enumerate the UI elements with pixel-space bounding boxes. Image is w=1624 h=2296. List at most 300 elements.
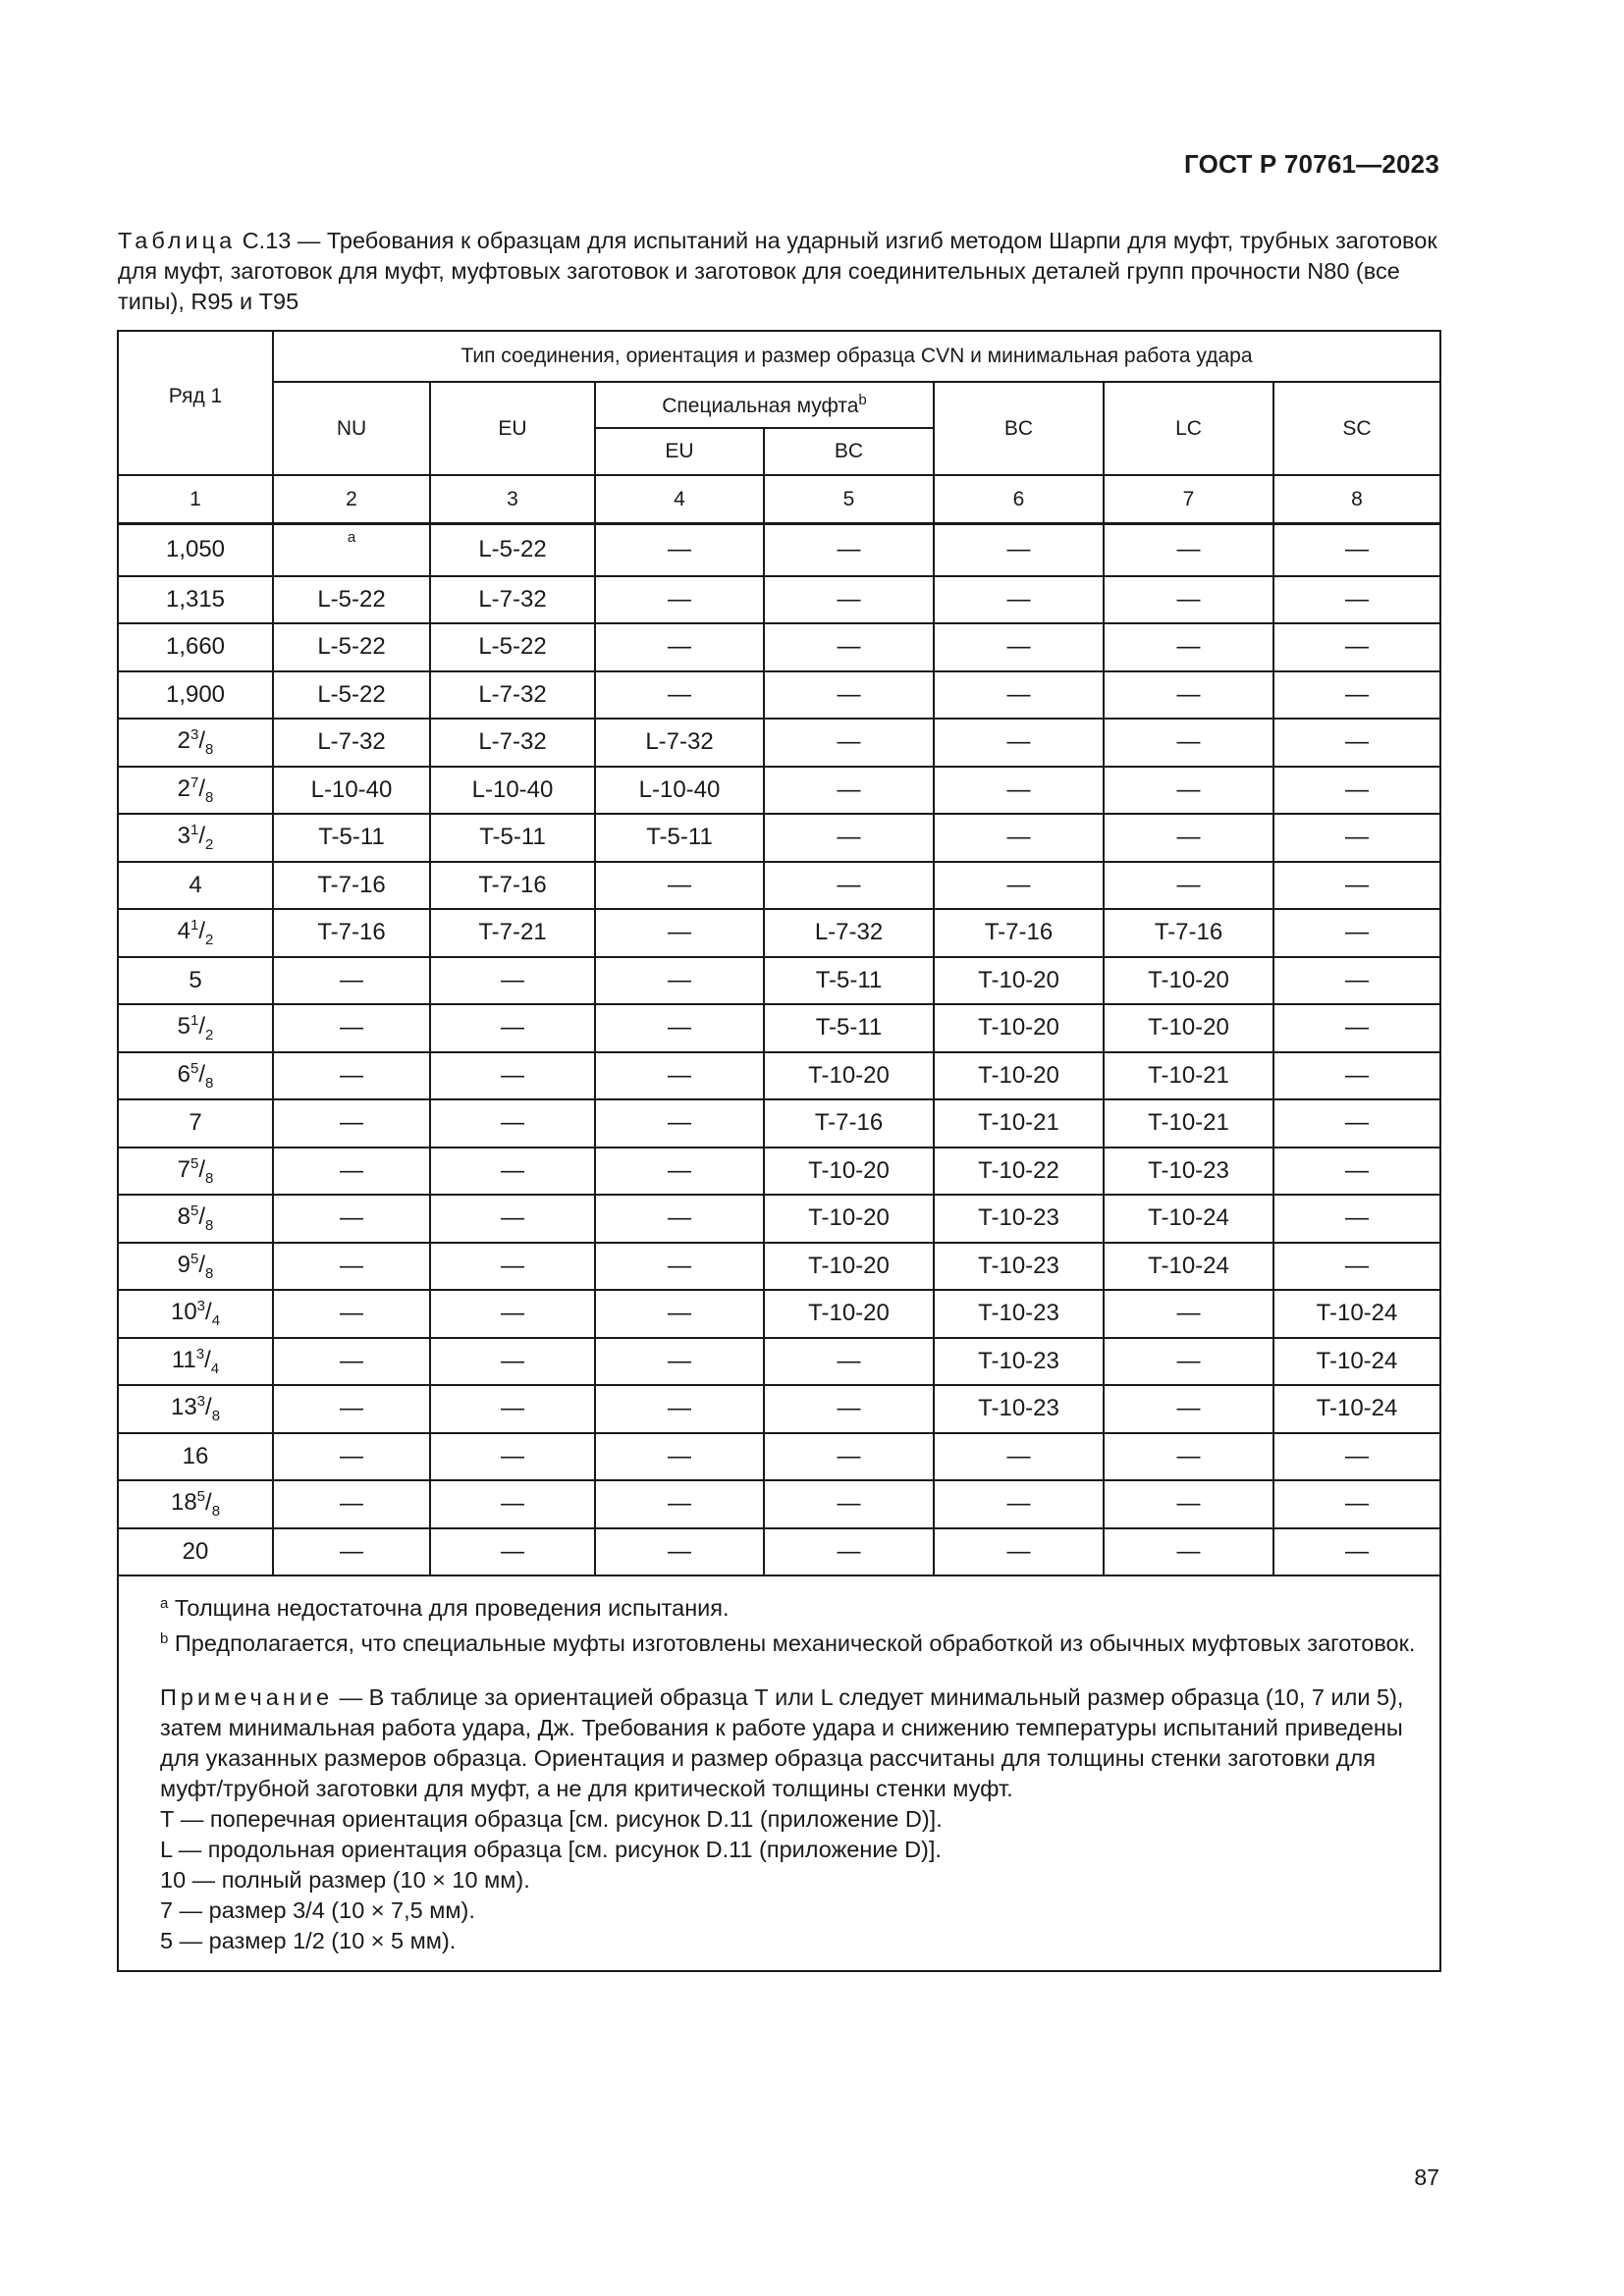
table-cell: — xyxy=(1273,719,1440,767)
table-cell: — xyxy=(1273,671,1440,720)
table-cell: T-7-16 xyxy=(1104,909,1273,957)
table-row xyxy=(118,1052,1440,1100)
table-row xyxy=(118,1099,1440,1148)
table-cell: T-10-20 xyxy=(764,1290,934,1338)
table-cell: — xyxy=(430,1195,595,1243)
size-cell xyxy=(118,1290,273,1338)
table-cell: — xyxy=(1104,623,1273,671)
special-coupling-header xyxy=(595,382,934,428)
table-cell: — xyxy=(430,957,595,1005)
table-cell: — xyxy=(430,1099,595,1148)
table-cell: T-10-20 xyxy=(934,1052,1104,1100)
table-cell: — xyxy=(430,1528,595,1576)
size-fraction-numerator: 1 xyxy=(190,1012,199,1030)
table-cell: — xyxy=(1104,1528,1273,1576)
table-cell: L-5-22 xyxy=(273,576,430,624)
table-cell: — xyxy=(595,1290,764,1338)
fraction-slash: / xyxy=(204,1346,211,1373)
size-cell xyxy=(118,1004,273,1052)
table-cell: — xyxy=(1273,1195,1440,1243)
standard-code: ГОСТ Р 70761—2023 xyxy=(1184,149,1439,179)
table-cell: T-10-24 xyxy=(1273,1385,1440,1433)
fraction-slash: / xyxy=(198,1155,206,1183)
size-fraction-denominator: 8 xyxy=(205,741,214,759)
size-whole: 1,900 xyxy=(165,680,226,708)
col-header-sc: SC xyxy=(1273,382,1440,475)
size-fraction-numerator: 5 xyxy=(190,1059,199,1077)
size-cell xyxy=(118,957,273,1005)
table-cell: — xyxy=(273,1385,430,1433)
size-whole: 4 xyxy=(177,918,190,945)
size-fraction-numerator: 3 xyxy=(196,1298,206,1315)
table-row xyxy=(118,767,1440,815)
table-cell: — xyxy=(934,862,1104,910)
table-cell: T-10-23 xyxy=(934,1195,1104,1243)
table-row xyxy=(118,862,1440,910)
table-cell: — xyxy=(595,1052,764,1100)
table-cell: T-10-23 xyxy=(1104,1148,1273,1196)
table-cell: T-10-23 xyxy=(934,1385,1104,1433)
table-row xyxy=(118,576,1440,624)
table-cell: — xyxy=(1273,767,1440,815)
size-fraction-denominator: 8 xyxy=(205,1217,214,1235)
size-fraction-numerator: 5 xyxy=(196,1488,206,1506)
size-whole: 18 xyxy=(170,1489,197,1517)
column-number-4: 4 xyxy=(595,475,764,524)
table-row xyxy=(118,814,1440,862)
table-cell: — xyxy=(1273,814,1440,862)
size-cell xyxy=(118,1195,273,1243)
table-cell: T-10-24 xyxy=(1104,1243,1273,1291)
table-cell: — xyxy=(273,1338,430,1386)
size-whole: 5 xyxy=(189,966,202,993)
size-whole: 10 xyxy=(170,1299,197,1326)
table-cell: — xyxy=(273,1433,430,1481)
col-header-special-bc: BC xyxy=(764,428,934,475)
table-row xyxy=(118,671,1440,720)
table-cell: — xyxy=(273,1099,430,1148)
table-row xyxy=(118,957,1440,1005)
table-row xyxy=(118,1243,1440,1291)
size-cell xyxy=(118,524,273,576)
table-cell: T-7-21 xyxy=(430,909,595,957)
table-cell: T-10-24 xyxy=(1273,1338,1440,1386)
table-cell: — xyxy=(764,623,934,671)
table-cell: — xyxy=(934,719,1104,767)
fraction-slash: / xyxy=(198,1251,206,1278)
fraction-slash: / xyxy=(205,1489,212,1517)
special-coupling-label: Специальная муфта xyxy=(662,395,859,417)
column-number-8: 8 xyxy=(1273,475,1440,524)
table-cell: — xyxy=(1104,1433,1273,1481)
table-cell: — xyxy=(1104,719,1273,767)
size-whole: 1,315 xyxy=(165,585,226,613)
table-cell: T-10-20 xyxy=(764,1195,934,1243)
table-cell: T-10-20 xyxy=(764,1243,934,1291)
table-cell: — xyxy=(764,576,934,624)
size-fraction-denominator: 2 xyxy=(205,836,214,854)
table-cell: — xyxy=(1104,1480,1273,1528)
table-cell: — xyxy=(595,1099,764,1148)
table-cell: — xyxy=(764,671,934,720)
table-cell: — xyxy=(595,1004,764,1052)
table-cell: — xyxy=(595,1385,764,1433)
footnote-a-reference: a xyxy=(347,529,356,546)
size-whole: 1,660 xyxy=(165,633,226,661)
size-cell xyxy=(118,1099,273,1148)
fraction-slash: / xyxy=(198,823,206,850)
size-whole: 5 xyxy=(177,1013,190,1041)
size-whole: 2 xyxy=(177,727,190,755)
table-row xyxy=(118,1528,1440,1576)
column-number-6: 6 xyxy=(934,475,1104,524)
table-row xyxy=(118,524,1440,576)
note-text: — В таблице за ориентацией образца Т или L следует минимальный размер образца (10, 7 или 5), затем минимальная работа удара, Дж. Требования к работе удара и снижению температуры испытаний приведены для указанных размеров образца. Ориентация и размер образца рассчитаны для толщины стенки заготовки для муфт/трубной заготовки для муфт, а не для критической толщины стенки муфт. xyxy=(160,1684,1404,1801)
table-cell: — xyxy=(1273,909,1440,957)
table-cell: — xyxy=(1273,957,1440,1005)
table-row xyxy=(118,1195,1440,1243)
table-cell: T-10-20 xyxy=(934,957,1104,1005)
fraction-slash: / xyxy=(198,1013,206,1041)
table-cell: T-5-11 xyxy=(430,814,595,862)
fraction-slash: / xyxy=(198,1060,206,1088)
table-cell: — xyxy=(273,1195,430,1243)
column-number-7: 7 xyxy=(1104,475,1273,524)
table-cell: — xyxy=(764,719,934,767)
col-header-nu: NU xyxy=(273,382,430,475)
size-fraction-numerator: 7 xyxy=(190,774,199,791)
table-cell: — xyxy=(595,862,764,910)
table-cell: — xyxy=(430,1004,595,1052)
table-cell: — xyxy=(934,1433,1104,1481)
size-fraction-denominator: 8 xyxy=(211,1503,221,1521)
size-whole: 9 xyxy=(177,1251,190,1278)
table-cell: — xyxy=(1104,576,1273,624)
table-cell: L-7-32 xyxy=(430,671,595,720)
size-cell xyxy=(118,1433,273,1481)
table-cell: — xyxy=(934,767,1104,815)
table-cell: L-10-40 xyxy=(273,767,430,815)
table-cell: — xyxy=(595,1480,764,1528)
table-cell: T-10-23 xyxy=(934,1338,1104,1386)
table-body xyxy=(118,524,1440,1972)
table-cell: — xyxy=(1273,1004,1440,1052)
size-fraction-numerator: 5 xyxy=(190,1250,199,1267)
size-fraction-numerator: 3 xyxy=(196,1393,206,1411)
table-cell: T-5-11 xyxy=(764,957,934,1005)
table-cell: — xyxy=(1104,1290,1273,1338)
table-cell: L-7-32 xyxy=(764,909,934,957)
table-cell: — xyxy=(934,671,1104,720)
note-paragraph xyxy=(160,1682,1426,1804)
table-cell: — xyxy=(1104,1338,1273,1386)
size-cell xyxy=(118,767,273,815)
notes-cell xyxy=(118,1575,1440,1971)
table-cell: — xyxy=(595,576,764,624)
table-cell: — xyxy=(273,1480,430,1528)
size-cell xyxy=(118,1148,273,1196)
size-fraction-numerator: 3 xyxy=(195,1345,205,1362)
footnote-b xyxy=(160,1624,1426,1659)
table-row xyxy=(118,1433,1440,1481)
fraction-slash: / xyxy=(198,918,206,945)
size-cell xyxy=(118,1052,273,1100)
footnote-b-text: Предполагается, что специальные муфты изготовлены механической обработкой из обычных муфтовых заготовок. xyxy=(174,1630,1416,1656)
table-cell: — xyxy=(273,1243,430,1291)
col-header-lc: LC xyxy=(1104,382,1273,475)
size-fraction-denominator: 4 xyxy=(210,1360,220,1377)
table-cell: — xyxy=(1273,623,1440,671)
col-header-eu: EU xyxy=(430,382,595,475)
table-cell: — xyxy=(430,1148,595,1196)
column-number-5: 5 xyxy=(764,475,934,524)
size-fraction-numerator: 1 xyxy=(190,917,199,934)
table-cell: L-5-22 xyxy=(273,623,430,671)
footnote-a-text: Толщина недостаточна для проведения испытания. xyxy=(174,1595,730,1621)
table-cell: L-5-22 xyxy=(430,623,595,671)
table-cell: — xyxy=(430,1243,595,1291)
table-cell: L-7-32 xyxy=(273,719,430,767)
table-cell: — xyxy=(1273,576,1440,624)
size-whole: 8 xyxy=(177,1203,190,1231)
table-cell: — xyxy=(1273,524,1440,576)
size-cell xyxy=(118,671,273,720)
footnote-b-mark: b xyxy=(160,1630,169,1647)
table-cell: L-5-22 xyxy=(273,671,430,720)
col-header-special-eu: EU xyxy=(595,428,764,475)
table-cell: T-10-24 xyxy=(1104,1195,1273,1243)
size-fraction-denominator: 8 xyxy=(211,1408,221,1425)
size-cell xyxy=(118,719,273,767)
table-cell: — xyxy=(934,814,1104,862)
table-cell: — xyxy=(764,1480,934,1528)
size-cell xyxy=(118,1480,273,1528)
table-cell: T-10-21 xyxy=(1104,1052,1273,1100)
table-cell: — xyxy=(934,623,1104,671)
table-cell: — xyxy=(273,1004,430,1052)
table-cell: — xyxy=(595,671,764,720)
table-cell: T-10-20 xyxy=(764,1052,934,1100)
size-fraction-numerator: 3 xyxy=(190,726,199,744)
table-row xyxy=(118,1004,1440,1052)
column-number-3: 3 xyxy=(430,475,595,524)
table-cell: — xyxy=(595,1148,764,1196)
legend-l: L — продольная ориентация образца [см. рисунок D.11 (приложение D)]. xyxy=(160,1837,942,1862)
table-cell: T-5-11 xyxy=(764,1004,934,1052)
size-whole: 11 xyxy=(171,1346,196,1373)
table-cell: — xyxy=(273,1290,430,1338)
table-cell: — xyxy=(1273,1433,1440,1481)
table-row xyxy=(118,719,1440,767)
table-cell: L-7-32 xyxy=(430,719,595,767)
table-cell: T-5-11 xyxy=(273,814,430,862)
size-cell xyxy=(118,1243,273,1291)
table-cell: — xyxy=(595,909,764,957)
table-cell: — xyxy=(764,814,934,862)
table-row xyxy=(118,1338,1440,1386)
size-fraction-numerator: 5 xyxy=(190,1202,199,1220)
column-number-1: 1 xyxy=(118,475,273,524)
table-cell: L-10-40 xyxy=(430,767,595,815)
table-cell: — xyxy=(273,957,430,1005)
table-cell: — xyxy=(764,767,934,815)
table-caption xyxy=(118,226,1439,317)
caption-text: С.13 — Требования к образцам для испытаний на ударный изгиб методом Шарпи для муфт, трубных заготовок для муфт, заготовок для муфт, муфтовых заготовок и заготовок для соединительных деталей групп прочности N80 (все типы), R95 и T95 xyxy=(118,228,1437,314)
legend-5: 5 — размер 1/2 (10 × 5 мм). xyxy=(160,1928,457,1953)
table-cell: — xyxy=(595,1528,764,1576)
table-cell: — xyxy=(934,1480,1104,1528)
table-cell: — xyxy=(430,1290,595,1338)
table-cell: — xyxy=(273,1052,430,1100)
table-row xyxy=(118,1480,1440,1528)
table-cell: T-7-16 xyxy=(273,909,430,957)
column-number-2: 2 xyxy=(273,475,430,524)
special-coupling-footnote-mark: b xyxy=(858,392,867,408)
size-whole: 4 xyxy=(189,871,202,898)
size-fraction-denominator: 4 xyxy=(211,1312,221,1330)
group-title-header: Тип соединения, ориентация и размер образца CVN и минимальная работа удара xyxy=(273,331,1440,382)
size-cell xyxy=(118,814,273,862)
fraction-slash: / xyxy=(198,727,206,755)
table-cell: — xyxy=(430,1052,595,1100)
table-cell: L-7-32 xyxy=(595,719,764,767)
size-cell xyxy=(118,576,273,624)
table-cell: — xyxy=(430,1385,595,1433)
table-row xyxy=(118,623,1440,671)
size-whole: 3 xyxy=(177,823,190,850)
table-cell: — xyxy=(1273,1099,1440,1148)
size-cell xyxy=(118,909,273,957)
size-fraction-numerator: 5 xyxy=(190,1154,199,1172)
table-cell: — xyxy=(430,1480,595,1528)
table-cell: — xyxy=(1104,671,1273,720)
notes-row xyxy=(118,1575,1440,1971)
table-cell: — xyxy=(1104,767,1273,815)
fraction-slash: / xyxy=(198,774,206,802)
table-cell: T-10-21 xyxy=(1104,1099,1273,1148)
size-fraction-denominator: 8 xyxy=(205,1169,214,1187)
row-label-header: Ряд 1 xyxy=(118,331,273,475)
size-whole: 16 xyxy=(182,1442,209,1469)
table-cell: — xyxy=(595,1433,764,1481)
size-cell xyxy=(118,623,273,671)
legend-10: 10 — полный размер (10 × 10 мм). xyxy=(160,1867,530,1893)
size-fraction-denominator: 8 xyxy=(205,1074,214,1092)
table-cell: — xyxy=(595,1195,764,1243)
table-cell: — xyxy=(1104,814,1273,862)
size-whole: 7 xyxy=(177,1155,190,1183)
table-cell: — xyxy=(764,1338,934,1386)
size-fraction-denominator: 2 xyxy=(205,932,214,949)
table-cell: — xyxy=(273,1528,430,1576)
size-whole: 20 xyxy=(182,1537,209,1565)
table-cell: T-7-16 xyxy=(430,862,595,910)
table-cell: T-10-23 xyxy=(934,1290,1104,1338)
table-cell: T-5-11 xyxy=(595,814,764,862)
table-cell: — xyxy=(764,862,934,910)
table-cell: — xyxy=(764,524,934,576)
size-fraction-denominator: 8 xyxy=(205,1264,214,1282)
table-cell: — xyxy=(1273,1480,1440,1528)
legend-7: 7 — размер 3/4 (10 × 7,5 мм). xyxy=(160,1897,475,1923)
size-fraction-numerator: 1 xyxy=(190,822,199,839)
table-cell: — xyxy=(595,957,764,1005)
table-cell: T-10-20 xyxy=(1104,957,1273,1005)
fraction-slash: / xyxy=(205,1394,212,1421)
table-cell: L-10-40 xyxy=(595,767,764,815)
page-number: 87 xyxy=(1414,2164,1439,2190)
table-row xyxy=(118,1290,1440,1338)
table-cell: — xyxy=(595,1243,764,1291)
table-cell: T-10-21 xyxy=(934,1099,1104,1148)
size-whole: 7 xyxy=(189,1109,202,1137)
table-cell: — xyxy=(1273,862,1440,910)
table-cell: T-10-20 xyxy=(764,1148,934,1196)
table-cell: — xyxy=(764,1385,934,1433)
table-cell: — xyxy=(430,1338,595,1386)
col-header-bc: BC xyxy=(934,382,1104,475)
table-cell: — xyxy=(934,524,1104,576)
table-cell: — xyxy=(764,1528,934,1576)
table-cell: — xyxy=(595,524,764,576)
table-cell: — xyxy=(1104,524,1273,576)
table-cell: — xyxy=(764,1433,934,1481)
table-cell xyxy=(273,524,430,576)
table-cell: T-10-24 xyxy=(1273,1290,1440,1338)
size-whole: 6 xyxy=(177,1060,190,1088)
table-cell: — xyxy=(595,1338,764,1386)
table-cell: T-10-20 xyxy=(934,1004,1104,1052)
table-cell: — xyxy=(1273,1052,1440,1100)
table-cell: L-7-32 xyxy=(430,576,595,624)
table-cell: T-10-20 xyxy=(1104,1004,1273,1052)
table-cell: — xyxy=(430,1433,595,1481)
fraction-slash: / xyxy=(205,1299,212,1326)
table-cell: T-10-23 xyxy=(934,1243,1104,1291)
size-whole: 13 xyxy=(170,1394,197,1421)
size-whole: 1,050 xyxy=(165,536,226,563)
column-number-row xyxy=(118,475,1440,524)
footnote-a-mark: a xyxy=(160,1595,169,1612)
legend-t: Т — поперечная ориентация образца [см. рисунок D.11 (приложение D)]. xyxy=(160,1806,943,1832)
size-whole: 2 xyxy=(177,774,190,802)
table-cell: — xyxy=(1273,1528,1440,1576)
table-row xyxy=(118,909,1440,957)
table-cell: T-10-22 xyxy=(934,1148,1104,1196)
table-cell: — xyxy=(1104,1385,1273,1433)
table-cell: — xyxy=(595,623,764,671)
note-label: Примечание xyxy=(160,1684,334,1710)
table-row xyxy=(118,1148,1440,1196)
size-cell xyxy=(118,1528,273,1576)
table-cell: — xyxy=(934,1528,1104,1576)
size-cell xyxy=(118,862,273,910)
specimen-requirements-table xyxy=(117,330,1441,1972)
table-cell: — xyxy=(1104,862,1273,910)
table-cell: — xyxy=(1273,1148,1440,1196)
table-cell: T-7-16 xyxy=(273,862,430,910)
table-cell: L-5-22 xyxy=(430,524,595,576)
caption-label: Таблица xyxy=(118,228,237,253)
size-cell xyxy=(118,1385,273,1433)
table-cell: — xyxy=(1273,1243,1440,1291)
size-fraction-denominator: 2 xyxy=(205,1027,214,1044)
table-cell: — xyxy=(273,1148,430,1196)
footnote-a xyxy=(160,1588,1426,1624)
table-cell: T-7-16 xyxy=(934,909,1104,957)
table-cell: T-7-16 xyxy=(764,1099,934,1148)
table-cell: — xyxy=(934,576,1104,624)
